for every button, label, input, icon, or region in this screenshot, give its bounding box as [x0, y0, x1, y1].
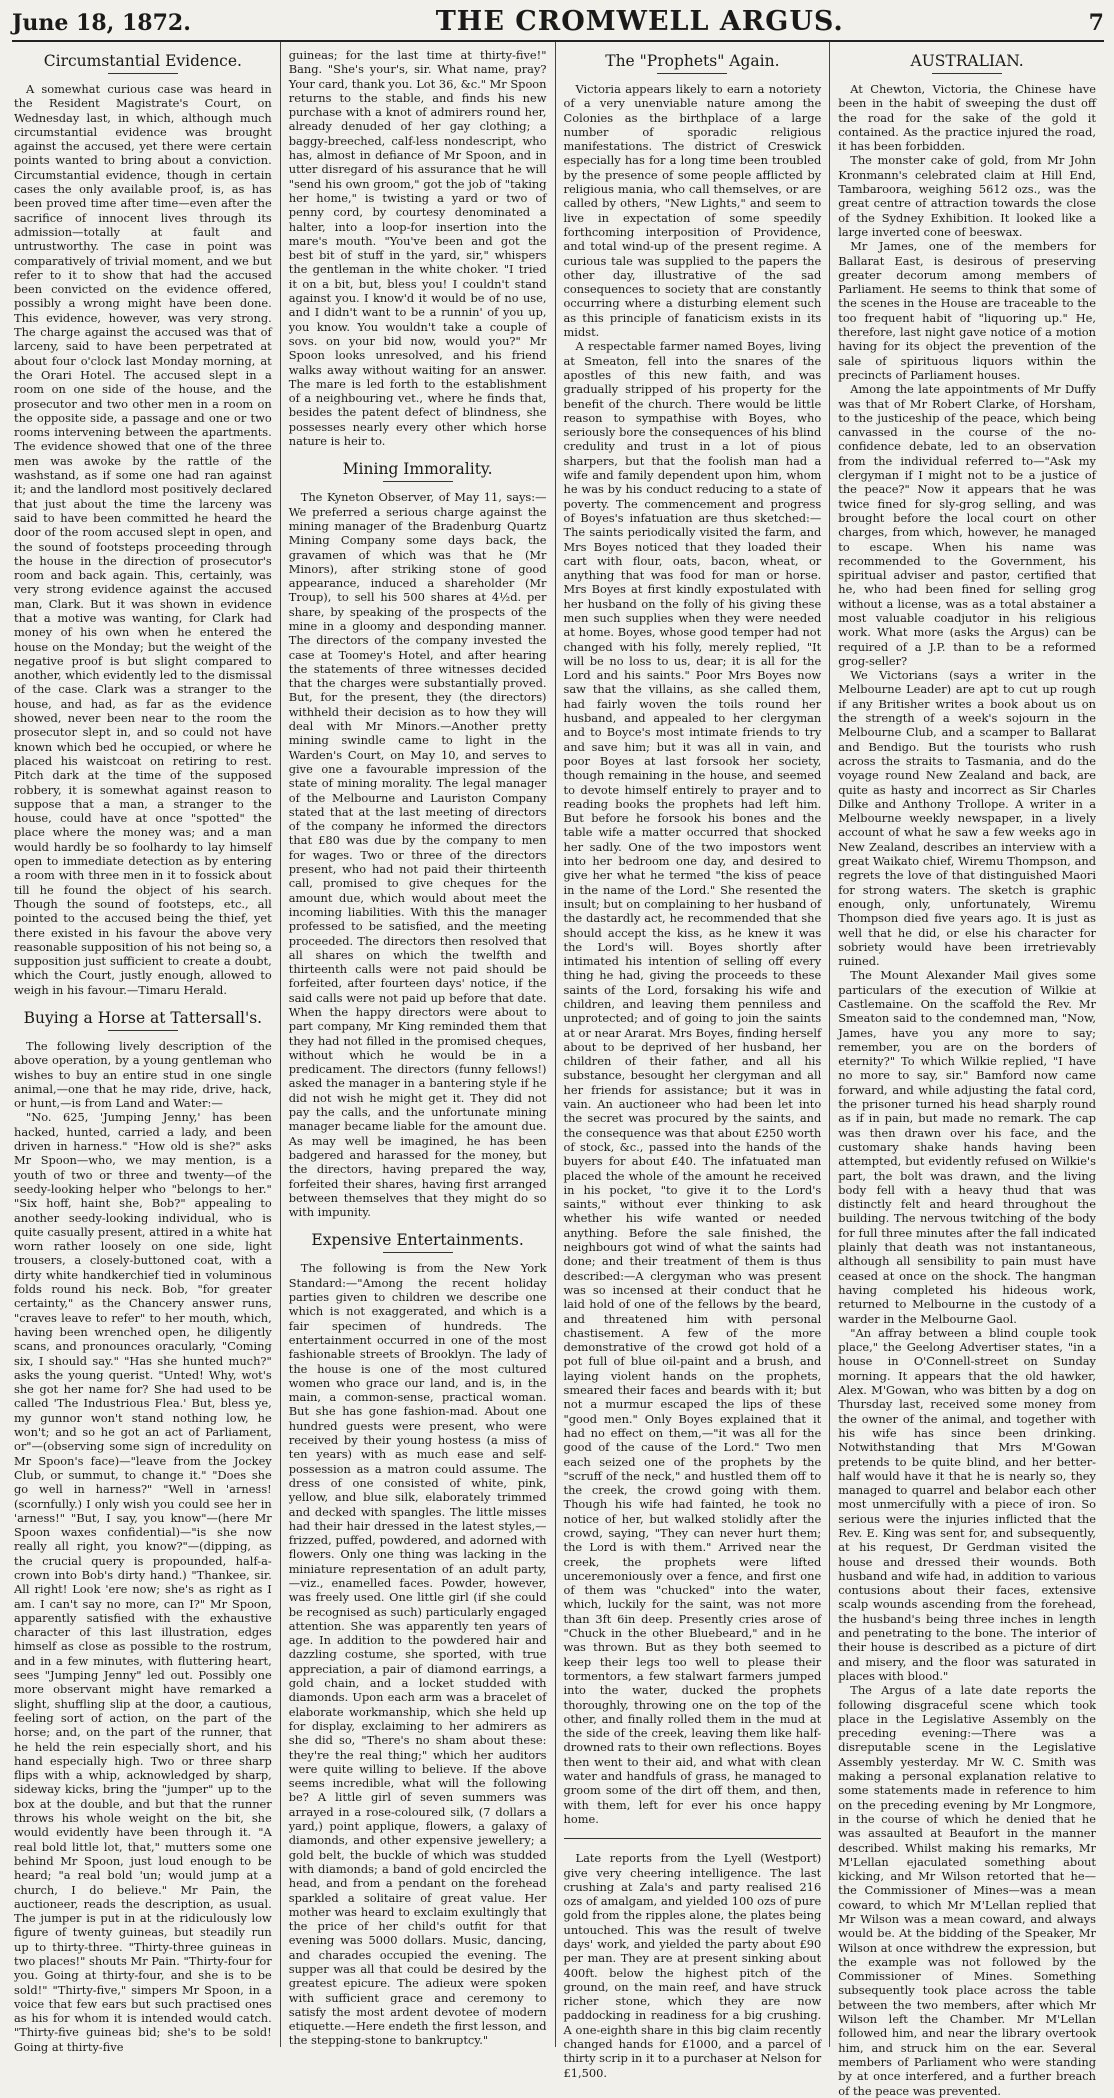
title-underline: [383, 481, 453, 482]
title-underline: [383, 1252, 453, 1253]
article-paragraph: The following is from the New York Standard:—"Among the recent holiday parties given to children we describe one which is not exaggerated, and which is a fair specimen of hundreds. The entertainment occurred in one of the most fashionable streets of Brooklyn. The lady of the house is one of the most cultured women who grace our land, and is, in the main, a common-sense, practical woman. But she has gone fashion-mad. About one hundred guests were present, who were received by their young hostess (a miss of ten years) with as much ease and self-possession as a matron could assume. The dress of one consisted of white, pink, yellow, and blue silk, elaborately trimmed and decked with spangles. The little misses had their hair dressed in the latest styles,—frizzed, puffed, powdered, and adorned with flowers. Only one thing was lacking in the miniature representation of an adult party,—viz., enamelled faces. Powder, however, was freely used. One little girl (if she could be recognised as such) particularly engaged attention. She was apparently ten years of age. In addition to the powdered hair and dazzling costume, she sported, with true appreciation, a pair of diamond earrings, a gold chain, and a locket studded with diamonds. Upon each arm was a bracelet of elaborate workmanship, which she held up for display, exclaiming to her admirers as she did so, "There's no sham about these: they're the real thing;" which her auditors were quite willing to believe. If the above seems incredible, what will the following be? A little girl of seven summers was arrayed in a rose-coloured silk, (7 dollars a yard,) point applique, flowers, a galaxy of diamonds, and other expensive jewellery; a gold belt, the buckle of which was studded with diamonds; a band of gold encircled the head, and from a pendant on the forehead sparkled a solitaire of great value. Her mother was heard to exclaim exultingly that the price of her child's outfit for that evening was 5000 dollars. Music, dancing, and charades occupied the evening. The supper was all that could be desired by the greatest epicure. The adieux were spoken with sufficient grace and ceremony to satisfy the most ardent devotee of modern etiquette.—Here endeth the first lesson, and the stepping-stone to bankruptcy.": [288, 1261, 547, 2048]
title-underline: [657, 73, 727, 74]
article-title-circumstantial-evidence: Circumstantial Evidence.: [43, 52, 242, 70]
newspaper-title: THE CROMWELL ARGUS.: [435, 6, 844, 37]
columns: [12, 42, 1104, 2098]
article-paragraph: A somewhat curious case was heard in the Resident Magistrate's Court, on Wednesday last, in which, although much circumstantial evidence was brought against the accused, yet there were certain points wanted to bring about a conviction. Circumstantial evidence, though in certain cases the only available proof, is, as has been proved time after time—even after the sacrifice of innocent lives through its admission—totally at fault and untrustworthy. The case in point was comparatively of trivial moment, and we but refer to it to show that had the accused been convicted on the evidence offered, possibly a wrong might have been done. This evidence, however, was very strong. The charge against the accused was that of larceny, said to have been perpetrated at about four o'clock last Monday morning, at the Orari Hotel. The accused slept in a room on one side of the house, and the prosecutor and two other men in a room on the opposite side, a passage and one or two rooms intervening between the apartments. The evidence showed that one of the three men was awoke by the rattle of the washstand, as if some one had ran against it; and the landlord most positively declared that just about the time the larceny was said to have been committed he heard the door of the room accused slept in open, and the sound of footsteps proceeding through the house in the direction of prosecutor's room and back again. This, certainly, was very strong evidence against the accused man, Clark. But it was shown in evidence that a motive was wanting, for Clark had money of his own when he entered the house on the Monday; but the weight of the negative proof is but slight compared to another, which evidently led to the dismissal of the case. Clark was a stranger to the house, and had, as far as the evidence showed, never been near to the room the prosecutor slept in, and so could not have known which bed he occupied, or where he placed his waistcoat on retiring to rest. Pitch dark at the time of the supposed robbery, it is somewhat against reason to suppose that a man, a stranger to the house, could have at once "spotted" the place where the money was; and a man would hardly be so foolhardy to lay himself open to immediate detection as by entering a room with three men in it to fossick about till he found the object of his search. Though the sound of footsteps, etc., all pointed to the accused being the thief, yet there existed in his favour the above very reasonable supposition of his not being so, a supposition just sufficient to create a doubt, which the Court, justly enough, allowed to weigh in his favour.—Timaru Herald.: [14, 82, 272, 997]
article-paragraph: Victoria appears likely to earn a notoriety of a very unenviable nature among the Colonies as the birthplace of a large number of sporadic religious manifestations. The district of Creswick especially has for a long time been troubled by the presence of some people afflicted by religious mania, who call themselves, or are called by others, "New Lights," and seem to live in expectation of some speedily forthcoming interposition of Providence, and total wind-up of the present regime. A curious tale was supplied to the papers the other day, illustrative of the sad consequences to society that are constantly occurring where a disturbing element such as this principle of fanaticism exists in its midst.: [563, 82, 822, 340]
masthead: [12, 6, 1104, 40]
title-underline: [108, 73, 178, 74]
column-1: [12, 42, 280, 2054]
section-title-australian: AUSTRALIAN.: [910, 52, 1024, 70]
news-item: Among the late appointments of Mr Duffy was that of Mr Robert Clarke, of Horsham, to the justiceship of the peace, which being canvassed in the course of the no-confidence debate, led to an observation from the individual referred to—"Ask my clergyman if I might not to be a justice of the peace?" Now it appears that he was twice fined for sly-grog selling, and was brought before the local court on other charges, from which, however, he managed to escape. When his name was recommended to the Government, his spiritual adviser and pastor, certified that he, who had been fined for selling grog without a license, was as a total abstainer a most valuable coadjutor in his religious work. What more (asks the Argus) can be required of a J.P. than to be a reformed grog-seller?: [838, 382, 1096, 668]
article-title-prophets-again: The "Prophets" Again.: [605, 52, 780, 70]
title-underline: [932, 73, 1002, 74]
article-paragraph: The following lively description of the above operation, by a young gentleman who wishes to buy an entire stud in one single animal,—one that he may ride, drive, hack, or hunt,—is from Land and Water:—: [14, 1039, 272, 1111]
column-3: [555, 42, 830, 2080]
news-item: The Argus of a late date reports the following disgraceful scene which took place in the Legislative Assembly on the preceding evening:—There was a disreputable scene in the Legislative Assembly yesterday. Mr W. C. Smith was making a personal explanation relative to some statements made in reference to him on the preceding evening by Mr Longmore, in the course of which he denied that he was assaulted at Beaufort in the manner described. Whilst making his remarks, Mr M'Lellan ejaculated something about kicking, and Mr Wilson retorted that he—the Commissioner of Mines—was a mean coward, to which Mr M'Lellan replied that Mr Wilson was a mean coward, and always would be. At the bidding of the Speaker, Mr Wilson at once withdrew the expression, but the example was not followed by the Commissioner of Mines. Something subsequently took place across the table between the two members, after which Mr Wilson left the Chamber. Mr M'Lellan followed him, and near the library overtook him, and struck him on the ear. Several members of Parliament who were standing by at once interfered, and a further breach of the peace was prevented.: [838, 1683, 1096, 2098]
article-title-buying-a-horse: Buying a Horse at Tattersall's.: [23, 1009, 263, 1027]
news-item: We Victorians (says a writer in the Melbourne Leader) are apt to cut up rough if any Britisher writes a book about us on the strength of a week's sojourn in the Melbourne Club, and a scamper to Ballarat and Bendigo. But the tourists who rush across the straits to Tasmania, and do the voyage round New Zealand and back, are quite as hasty and incorrect as Sir Charles Dilke and Anthony Trollope. A writer in a Melbourne weekly newspaper, in a lively account of what he saw a few weeks ago in New Zealand, describes an interview with a great Waikato chief, Wiremu Thompson, and regrets the love of that distinguished Maori for strong waters. The sketch is graphic enough, only, unfortunately, Wiremu Thompson died five years ago. It is just as well that he did, or else his character for sobriety would have been irretrievably ruined.: [838, 668, 1096, 969]
article-title-mining-immorality: Mining Immorality.: [342, 460, 493, 479]
article-paragraph-continued: guineas; for the last time at thirty-five!" Bang. "She's your's, sir. What name, pray? Your card, thank you. Lot 36, &c." Mr Spoon returns to the stable, and finds his new purchase with a knot of admirers round her, already denuded of her gay clothing; a baggy-breeched, calf-less nondescript, who has, almost in defiance of Mr Spoon, and in utter disregard of his assurance that he will "send his own groom," got the job of "taking her home," is twisting a yard or two of penny cord, by courtesy denominated a halter, into a loop-for insertion into the mare's mouth. "You've been and got the best bit of stuff in the yard, sir," whispers the gentleman in the white choker. "I tried it on a bit, but, bless you! I couldn't stand against you. I know'd it would be of no use, and I didn't want to be a runnin' of you up, you know. You wouldn't take a couple of sovs. on your bid now, would you?" Mr Spoon looks unresolved, and his friend walks away without waiting for an answer. The mare is led forth to the establishment of a neighbouring vet., where he finds that, besides the patent defect of blindness, she possesses nearly every other which horse nature is heir to.: [288, 48, 547, 449]
article-paragraph: A respectable farmer named Boyes, living at Smeaton, fell into the snares of the apostles of this new faith, and was gradually stripped of his property for the benefit of the church. There would be little reason to sympathise with Boyes, who seriously bore the consequences of his blind credulity and trust in a lot of pious sharpers, but that the foolish man had a wife and family dependent upon him, whom he was by his conduct reducing to a state of poverty. The commencement and progress of Boyes's infatuation are thus sketched:—The saints periodically visited the farm, and Mrs Boyes noticed that they loaded their cart with flour, oats, bacon, wheat, or anything that was food for man or horse. Mrs Boyes at first kindly expostulated with her husband on the folly of his giving these men such supplies when they were needed at home. Boyes, whose good temper had not changed with his folly, merely replied, "It will be no loss to us, dear; it is all for the Lord and his saints." Poor Mrs Boyes now saw that the villains, as she called them, had fairly woven the toils round her husband, and appealed to her clergyman and to Boyce's most intimate friends to try and save him; but it was all in vain, and poor Boyes at last forsook her society, though remaining in the house, and seemed to devote himself entirely to prayer and to reading books the prophets had left him. But before he forsook his bones and the table wife a matter occurred that shocked her sadly. One of the two impostors went into her bedroom one day, and desired to give her what he termed "the kiss of peace in the name of the Lord." She resented the insult; but on complaining to her husband of the dastardly act, he recommended that she should accept the kiss, as he knew it was the Lord's will. Boyes shortly after intimated his intention of selling off every thing he had, giving the proceeds to these saints of the Lord, forsaking his wife and children, and leaving them penniless and unprotected; and of going to join the saints at or near Ararat. Mrs Boyes, finding herself about to be deprived of her husband, her children of their father, and all his substance, besought her clergyman and all her friends for assistance; but it was in vain. An auctioneer who had been let into the secret was procured by the saints, and the consequence was that about £250 worth of stock, &c., passed into the hands of the buyers for about £40. The infatuated man placed the whole of the amount he received in his pocket, "to give it to the Lord's saints," without ever thinking to ask whether his wife wanted or needed anything. Before the sale finished, the neighbours got wind of what the saints had done; and their treatment of them is thus described:—A clergyman who was present was so incensed at their conduct that he laid hold of one of the fellows by the beard, and threatened him with personal chastisement. A few of the more demonstrative of the crowd got hold of a pot full of blue oil-paint and a brush, and laying violent hands on the prophets, smeared their faces and beards with it; but not a murmur escaped the lips of these "good men." Only Boyes explained that it had no effect on them,—"it was all for the good of the cause of the Lord." Two men each seized one of the prophets by the "scruff of the neck," and hustled them off to the creek, the crowd going with them. Though his wife had fainted, he took no notice of her, but walked stolidly after the crowd, saying, "They can never hurt them; the Lord is with them." Arrived near the creek, the prophets were lifted unceremoniously over a fence, and first one of them was "chucked" into the water, which, luckily for the saint, was not more than 3ft 6in deep. Presently cries arose of "Chuck in the other Bluebeard," and in he was thrown. But as they both seemed to keep their legs too well to please their tormentors, a few stalwart farmers jumped into the water, ducked the prophets thoroughly, throwing one on the top of the other, and finally rolled them in the mud at the side of the creek, leaving them like half-drowned rats to their own reflections. Boyes then went to their aid, and what with clean water and handfuls of grass, he managed to groom some of the dirt off them, and then, with them, left for ever his once happy home.: [563, 339, 822, 1826]
news-item: Mr James, one of the members for Ballarat East, is desirous of preserving greater decorum among members of Parliament. He seems to think that some of the scenes in the House are traceable to the too frequent habit of "liquoring up." He, therefore, last night gave notice of a motion having for its object the prevention of the sale of spirituous liquors within the precincts of Parliament houses.: [838, 239, 1096, 382]
column-2: [280, 42, 555, 2047]
news-item: "An affray between a blind couple took place," the Geelong Advertiser states, "in a house in O'Connell-street on Sunday morning. It appears that the old hawker, Alex. M'Gowan, who was bitten by a dog on Thursday last, received some money from the owner of the animal, and together with his wife has since been drinking. Notwithstanding that Mrs M'Gowan pretends to be quite blind, and her better-half would have it that he is nearly so, they managed to quarrel and belabor each other most unmercifully with a piece of iron. So serious were the injuries inflicted that the Rev. E. King was sent for, and subsequently, at his request, Dr Gerdman visited the house and dressed their wounds. Both husband and wife had, in addition to various contusions about their faces, extensive scalp wounds ascending from the forehead, the husband's being three inches in length and penetrating to the bone. The interior of their house is described as a picture of dirt and misery, and the floor was saturated in places with blood.": [838, 1325, 1096, 1683]
article-paragraph: "No. 625, 'Jumping Jenny,' has been hacked, hunted, carried a lady, and been driven in harness." "How old is she?" asks Mr Spoon—who, we may mention, is a youth of two or three and twenty—of the seedy-looking helper who "belongs to her." "Six hoff, haint she, Bob?" appealing to another seedy-looking individual, who is quite casually present, attired in a white hat worn rather loosely on one side, light trousers, a closely-buttoned coat, with a dirty white handkerchief tied in voluminous folds round his neck. Bob, "for greater certainty," as the Chancery answer runs, "craves leave to refer" to her mouth, which, having been wrenched open, he diligently scans, and pronounces oracularly, "Coming six, I should say." "Has she hunted much?" asks the young querist. "Unted! Why, wot's she got her name for? She had used to be called 'The Industrious Flea.' But, bless ye, my gunnor won't stand nothing low, he won't; and so he got an act of Parliament, or"—(observing some sign of incredulity on Mr Spoon's face)—"leave from the Jockey Club, or summut, to change it." "Does she go well in harness?" "Well in 'arness! (scornfully.) I only wish you could see her in 'arness!" "But, I say, you know"—(here Mr Spoon waxes confidential)—"is she now really all right, you know?"—(dipping, as the crucial query is propounded, half-a-crown into Bob's dirty hand.) "Thankee, sir. All right! Look 'ere now; she's as right as I am. I can't say no more, can I?" Mr Spoon, apparently satisfied with the exhaustive character of this last illustration, edges himself as close as possible to the rostrum, and in a few minutes, with fluttering heart, sees "Jumping Jenny" led out. Possibly one more observant might have remarked a slight, shuffling slip at the door, a cautious, feeling sort of action, on the part of the horse; and, on the part of the runner, that he held the rein especially short, and his hand especially high. Two or three sharp flips with a whip, acknowledged by sharp, sideway kicks, bring the "jumper" up to the box at the double, and but that the runner throws his whole weight on the bit, she would evidently have been through it. "A real bold little lot, that," mutters some one behind Mr Spoon, just loud enough to be heard; "a real bold 'un; would jump at a church, I do believe." Mr Pain, the auctioneer, reads the description, as usual. The jumper is put in at the ridiculously low figure of twenty guineas, but steadily run up to thirty-three. "Thirty-three guineas in two places!" shouts Mr Pain. "Thirty-four for you. Going at thirty-four, and she is to be sold!" "Thirty-five," simpers Mr Spoon, in a voice that few ears but such practised ones as his for whom it is intended would catch. "Thirty-five guineas bid; she's to be sold! Going at thirty-five: [14, 1110, 272, 2054]
title-underline: [108, 1030, 178, 1031]
issue-date: June 18, 1872.: [12, 10, 191, 36]
news-item: At Chewton, Victoria, the Chinese have been in the habit of sweeping the dust off the road for the sake of the gold it contained. As the practice injured the road, it has been forbidden.: [838, 82, 1096, 154]
news-item: The Mount Alexander Mail gives some particulars of the execution of Wilkie at Castlemaine. On the scaffold the Rev. Mr Smeaton said to the condemned man, "Now, James, have you any more to say; remember, you are on the borders of eternity?" To which Wilkie replied, "I have no more to say, sir." Bamford now came forward, and while adjusting the fatal cord, the prisoner turned his head sharply round as if in pain, but made no remark. The cap was then drawn over his face, and the customary shake hands having been attempted, but evidently refused on Wilkie's part, the bolt was drawn, and the living body fell with a heavy thud that was distinctly felt and heard throughout the building. The nervous twitching of the body for full three minutes after the fall indicated plainly that death was not instantaneous, although all sensibility to pain must have ceased at once on the shock. The hangman having completed his hideous work, returned to Melbourne in the custody of a warder in the Melbourne Gaol.: [838, 968, 1096, 1326]
page-number: 7: [1088, 10, 1104, 36]
column-4: [829, 42, 1104, 2098]
news-item: The monster cake of gold, from Mr John Kronmann's celebrated claim at Hill End, Tambaroora, weighing 5612 ozs., was the great centre of attraction towards the close of the Sydney Exhibition. It looked like a large inverted cone of beeswax.: [838, 153, 1096, 239]
article-divider: [564, 1838, 822, 1839]
article-title-expensive-entertainments: Expensive Entertainments.: [311, 1231, 524, 1250]
article-paragraph: The Kyneton Observer, of May 11, says:—We preferred a serious charge against the mining manager of the Bradenburg Quartz Mining Company some days back, the gravamen of which was that he (Mr Minors), after striking stone of good appearance, induced a shareholder (Mr Troup), to sell his 500 shares at 4½d. per share, by speaking of the prospects of the mine in a gloomy and desponding manner. The directors of the company invested the case at Toomey's Hotel, and after hearing the statements of three witnesses decided that the charges were substantially proved. But, for the present, they (the directors) withheld their decision as to how they will deal with Mr Minors.—Another pretty mining swindle came to light in the Warden's Court, on May 10, and serves to give one a favourable impression of the state of mining morality. The legal manager of the Melbourne and Lauriston Company stated that at the last meeting of directors of the company he informed the directors that £80 was due by the company to men for wages. Two or three of the directors present, who had not paid their thirteenth call, promised to give cheques for the amount due, which would about meet the incoming liabilities. With this the manager professed to be satisfied, and the meeting proceeded. The directors then resolved that all shares on which the twelfth and thirteenth calls were not paid should be forfeited, after fourteen days' notice, if the said calls were not paid up before that date. When the happy directors were about to part company, Mr King reminded them that they had not filled in the promised cheques, without which he would be in a predicament. The directors (funny fellows!) asked the manager in a bantering style if he did not wish he might get it. They did not pay the calls, and the unfortunate mining manager became liable for the amount due. As may well be imagined, he has been badgered and harassed for the money, but the directors, having prepared the way, forfeited their shares, having first arranged between themselves that they might do so with impunity.: [288, 490, 547, 1220]
article-paragraph: Late reports from the Lyell (Westport) give very cheering intelligence. The last crushing at Zala's and party realised 216 ozs of amalgam, and yielded 100 ozs of pure gold from the ripples alone, the plates being untouched. This was the result of twelve days' work, and yielded the party about £90 per man. They are at present sinking about 400ft. below the highest pitch of the ground, on the main reef, and have struck richer stone, which they are now paddocking in readiness for a big crushing. A one-eighth share in this big claim recently changed hands for £1000, and a parcel of thirty scrip in it to a purchaser at Nelson for £1,500.: [563, 1851, 822, 2080]
